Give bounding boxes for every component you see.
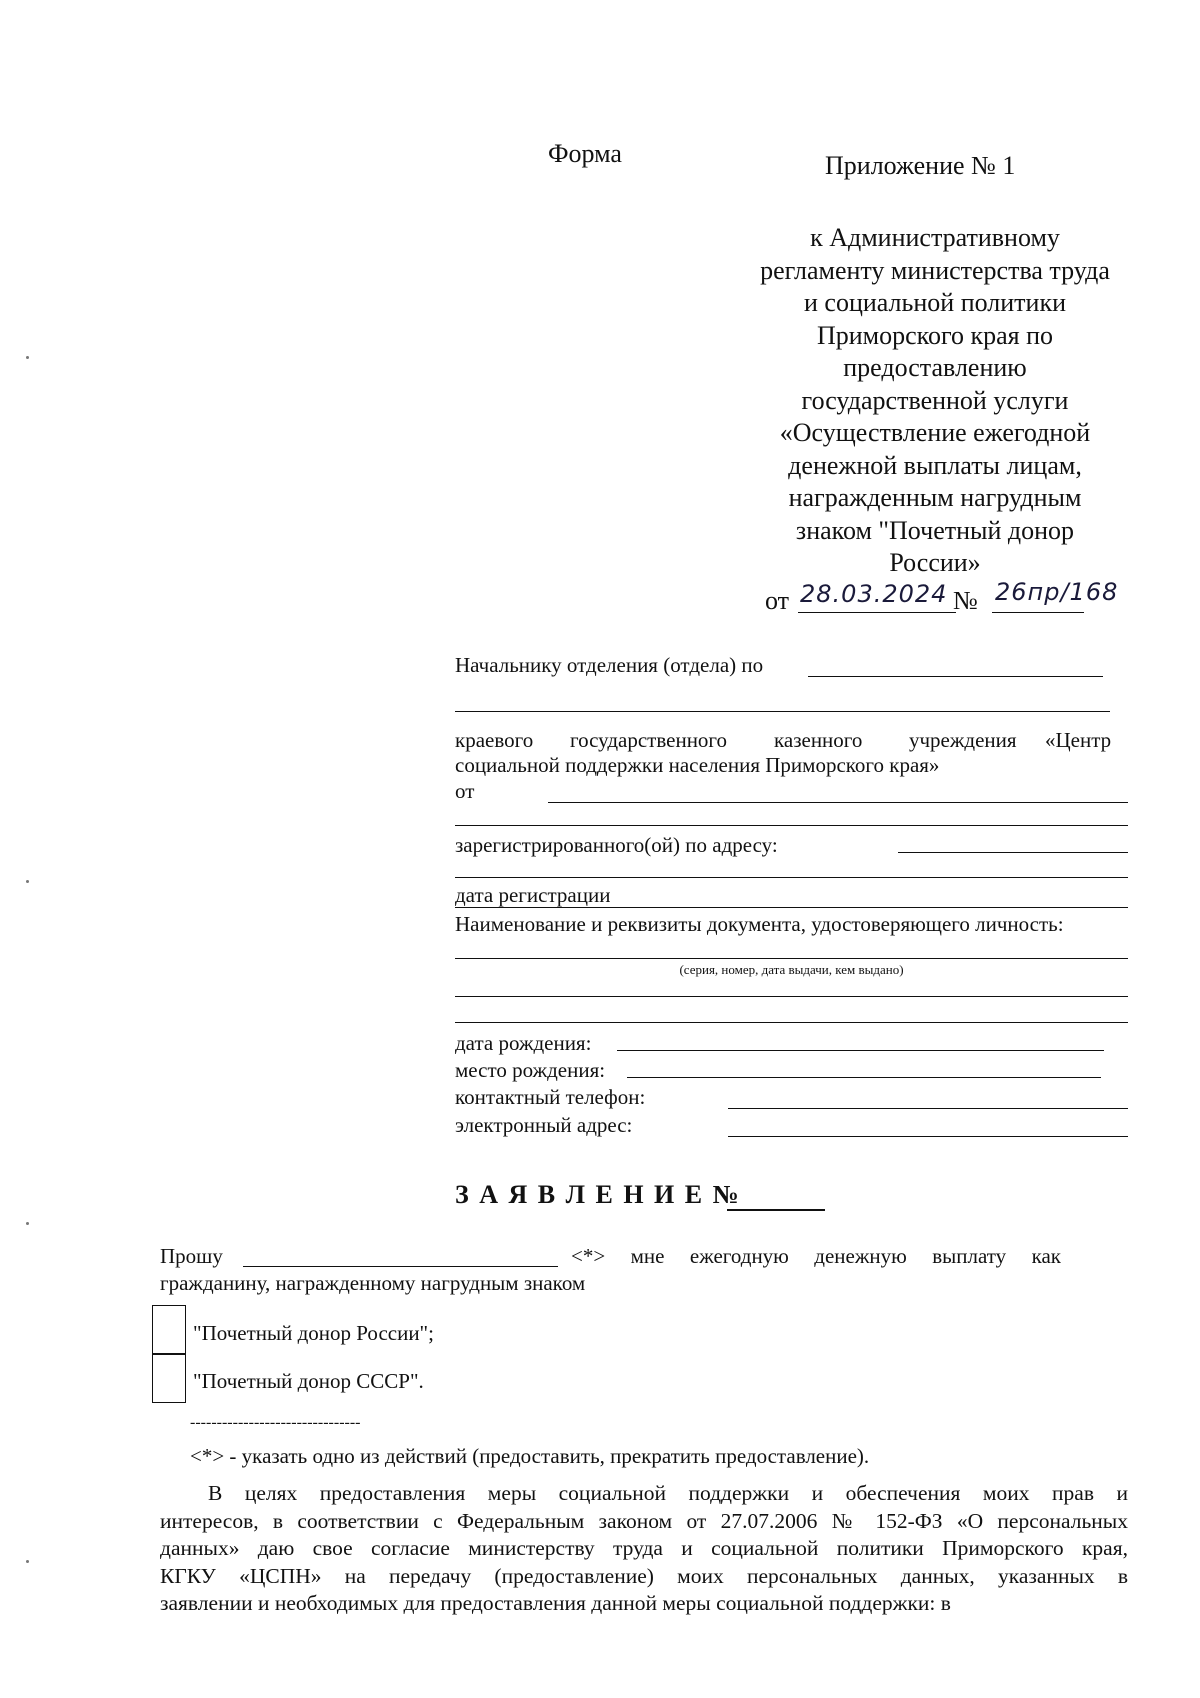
consent-line: интересов, в соответствии с Федеральным законом от 27.07.2006 № 152-ФЗ «О персональных xyxy=(160,1508,1128,1533)
field-line xyxy=(455,996,1128,997)
checkbox-donor-ussr[interactable] xyxy=(152,1353,186,1403)
annex-line: государственной услуги xyxy=(801,385,1069,415)
option-donor-russia: "Почетный донор России"; xyxy=(193,1321,434,1345)
field-line xyxy=(548,802,1128,803)
birth-place-label: место рождения: xyxy=(455,1058,606,1082)
annex-number: Приложение № 1 xyxy=(825,151,1016,180)
date-underline xyxy=(798,612,956,613)
registration-date-label: дата регистрации xyxy=(455,883,611,907)
id-document-label: Наименование и реквизиты документа, удостоверяющего личность: xyxy=(455,912,1064,936)
annex-line: России» xyxy=(889,548,981,577)
annex-line: регламенту министерства труда xyxy=(760,255,1110,285)
scan-speck xyxy=(26,1222,29,1225)
institution-word: «Центр xyxy=(1045,728,1112,752)
institution-word: государственного xyxy=(570,728,728,752)
addressee-head: Начальнику отделения (отдела) по xyxy=(455,653,764,677)
scan-speck xyxy=(26,356,29,359)
birth-date-label: дата рождения: xyxy=(455,1031,592,1055)
registered-address-label: зарегистрированного(ой) по адресу: xyxy=(455,833,778,857)
email-label: электронный адрес: xyxy=(455,1113,633,1137)
number-underline xyxy=(992,612,1084,613)
annex-line: предоставлению xyxy=(843,353,1027,382)
institution-word: краевого xyxy=(455,728,534,752)
institution-line-2: социальной поддержки населения Приморского края» xyxy=(455,753,940,777)
from-label: от xyxy=(455,779,475,803)
field-line xyxy=(898,852,1128,853)
field-line xyxy=(627,1077,1101,1078)
form-label: Форма xyxy=(548,139,622,168)
field-line xyxy=(455,711,1110,712)
statement-title: З А Я В Л Е Н И Е № xyxy=(455,1180,741,1209)
footnote-text: <*> - указать одно из действий (предоставить, прекратить предоставление). xyxy=(190,1444,870,1468)
field-line xyxy=(728,1136,1128,1137)
number-prefix: № xyxy=(953,586,978,615)
annex-reference xyxy=(735,222,1135,580)
field-line xyxy=(728,1108,1128,1109)
field-line xyxy=(808,676,1103,677)
annex-line: Приморского края по xyxy=(816,320,1054,350)
consent-line: данных» даю свое согласие министерству труда и социальной политики Приморского края, xyxy=(160,1536,1128,1560)
institution-word: учреждения xyxy=(909,728,1017,752)
field-line xyxy=(455,1022,1128,1023)
annex-line: награжденным нагрудным xyxy=(788,483,1082,512)
scan-speck xyxy=(26,1560,29,1563)
annex-line: к Административному xyxy=(810,223,1060,252)
annex-line: и социальной политики xyxy=(804,288,1066,317)
annex-line: «Осуществление ежегодной xyxy=(779,418,1091,447)
consent-line: В целях предоставления меры социальной поддержки и обеспечения моих прав и xyxy=(208,1481,1128,1505)
id-document-hint: (серия, номер, дата выдачи, кем выдано) xyxy=(679,962,904,977)
request-line-2: гражданину, награжденному нагрудным знаком xyxy=(160,1271,586,1295)
handwritten-date: 28.03.2024 xyxy=(800,580,948,608)
option-donor-ussr: "Почетный донор СССР". xyxy=(193,1369,424,1393)
annex-line: денежной выплаты лицам, xyxy=(788,450,1082,480)
checkbox-donor-russia[interactable] xyxy=(152,1305,186,1355)
handwritten-number: 26пр/168 xyxy=(995,578,1119,606)
scan-speck xyxy=(26,880,29,883)
field-line xyxy=(455,958,1128,959)
consent-line: заявлении и необходимых для предоставления данной меры социальной поддержки: в xyxy=(160,1591,951,1615)
field-line xyxy=(455,907,1128,908)
consent-line: КГКУ «ЦСПН» на передачу (предоставление) моих персональных данных, указанных в xyxy=(160,1563,1128,1588)
request-line-1: <*> мне ежегодную денежную выплату как xyxy=(571,1244,1061,1268)
consent-paragraph xyxy=(160,1480,1128,1618)
request-prosu: Прошу xyxy=(160,1244,223,1268)
date-prefix: от xyxy=(765,586,790,615)
field-line xyxy=(455,877,1128,878)
annex-line: знаком "Почетный донор xyxy=(795,515,1075,545)
institution-word: казенного xyxy=(774,728,863,752)
field-line xyxy=(617,1050,1104,1051)
footnote-separator: -------------------------------- xyxy=(190,1414,361,1431)
phone-label: контактный телефон: xyxy=(455,1085,646,1109)
title-number-line xyxy=(727,1209,825,1211)
action-field-line xyxy=(243,1266,558,1267)
field-line xyxy=(455,825,1128,826)
